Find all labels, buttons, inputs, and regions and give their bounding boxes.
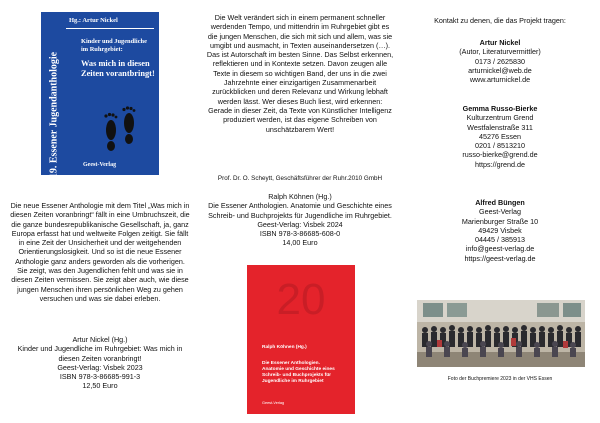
detail-editor: Ralph Köhnen (Hg.) bbox=[268, 192, 332, 201]
detail-editor: Artur Nickel (Hg.) bbox=[72, 335, 128, 344]
detail-publisher: Geest-Verlag: Visbek 2024 bbox=[257, 219, 343, 229]
book-number: 20 bbox=[276, 275, 326, 324]
contact-name: Artur Nickel bbox=[479, 38, 521, 47]
book-editor: Ralph Köhnen (Hg.) bbox=[262, 345, 307, 350]
detail-price: 14,00 Euro bbox=[282, 238, 318, 248]
detail-publisher: Geest-Verlag: Visbek 2023 bbox=[57, 362, 143, 372]
quote-attribution: Prof. Dr. O. Scheytt, Geschäftsführer der Ruhr.2010 GmbH bbox=[217, 175, 383, 182]
detail-title: Kinder und Jugendliche im Ruhrgebiet: Was mich in diesen Zeiten voranbringt! bbox=[17, 344, 183, 363]
group-photo bbox=[417, 300, 585, 367]
book-details bbox=[10, 335, 190, 391]
book-subtitle: Kinder und Jugendliche im Ruhrgebiet: bbox=[81, 38, 147, 53]
contact-organization: Kulturzentrum Grend bbox=[466, 113, 534, 123]
book-cover-blue bbox=[41, 12, 159, 178]
book-description: Die neue Essener Anthologie mit dem Titel „Was mich in diesen Zeiten voranbringt“ fällt in eine Umbruchszeit, die die ganze bundesrepublikanische Gesellschaft, ja, ganz Europa erfasst hat und weltweite Folgen zeitigt. Sie fällt in eine Zeit der Unsicherheit und der weitgehenden Orientierungslosigkeit. Und so ist die neue Essener Anthologie ganz anders geworden als die vorherigen. Sie zeigt, was den Jugendlichen fehlt und was sie in diesen Zeiten vermissen. Sie zeigt aber auch, wie diese jungen Menschen ihren persönlichen Weg zu gehen versuchen und was sie dabei erleben. bbox=[10, 201, 190, 303]
book-details bbox=[208, 192, 392, 248]
detail-isbn: ISBN 978-3-86685-991-3 bbox=[59, 372, 141, 382]
book-spine-title: 19. Essener Jugendanthologie bbox=[48, 51, 60, 178]
contact-email[interactable]: russo-bierke@grend.de bbox=[462, 150, 538, 160]
book-title: Die Essener Anthologien. Anatomie und Geschichte eines Schreib- und Buchprojekts für Jugendliche im Ruhrgebiet bbox=[262, 361, 335, 384]
contact-name: Gemma Russo-Bierke bbox=[462, 104, 538, 113]
contact-website[interactable]: https://geest-verlag.de bbox=[464, 253, 536, 263]
book-title: Was mich in diesen Zeiten vorantbringt! bbox=[81, 59, 155, 78]
contact-name: Alfred Büngen bbox=[475, 198, 525, 207]
contact-phone: 0201 / 8513210 bbox=[475, 141, 525, 151]
contact-website[interactable]: www.arturnickel.de bbox=[469, 75, 531, 85]
contact-phone: 04445 / 385913 bbox=[475, 235, 525, 245]
book-cover-red bbox=[247, 265, 355, 414]
contact-street: Westfalenstraße 311 bbox=[467, 122, 533, 132]
quote-text: Die Welt verändert sich in einem permanent schneller werdenden Tempo, und mittendrin im Ruhrgebiet gibt es die jungen Menschen, die sich mit sich und allem, was sie umgibt und ausmacht, in Texten auseinandersetzen (…). Das ist Autorschaft im besten Sinne. Das Selbst erkennen, reflektieren und in Kontexte setzen. Davon zeugen alle Texte in diesem so wichtigen Band, der uns in die zwei Jahrzehnte einer einzigartigen Zusammenarbeit zurückblicken und deren Relevanz und Wirkung lebhaft werden lässt. Wer dieses Buch liest, wird erkennen: Gerade in dieser Zeit, da Texte von Künstlicher Intelligenz produziert werden, ist das eigene Schreiben von unschätzbarem Wert! bbox=[206, 13, 394, 134]
book-publisher: Geest-Verlag bbox=[262, 401, 285, 405]
footprints-icon bbox=[101, 105, 141, 157]
contact-heading: Kontakt zu denen, die das Projekt tragen: bbox=[434, 16, 566, 25]
book-editor: Hg.: Artur Nickel bbox=[69, 17, 118, 24]
contact-city: 45276 Essen bbox=[479, 131, 521, 141]
book-publisher: Geest-Verlag bbox=[83, 162, 117, 168]
detail-price: 12,50 Euro bbox=[82, 381, 118, 391]
book-spine bbox=[46, 51, 62, 178]
group-photo-image bbox=[417, 300, 585, 367]
contact-phone: 0173 / 2625830 bbox=[475, 56, 525, 66]
contact-city: 49429 Visbek bbox=[478, 225, 522, 235]
contact-organization: Geest-Verlag bbox=[479, 207, 521, 217]
detail-title: Die Essener Anthologien. Anatomie und Geschichte eines Schreib- und Buchprojekts für Jugendliche im Ruhrgebiet. bbox=[208, 201, 392, 220]
contact-card bbox=[400, 104, 600, 169]
detail-isbn: ISBN 978-3-86685-608-0 bbox=[259, 229, 341, 239]
contact-email[interactable]: arturnickel@web.de bbox=[468, 65, 532, 75]
contact-street: Marienburger Straße 10 bbox=[461, 216, 539, 226]
column-left bbox=[0, 0, 200, 423]
contact-website[interactable]: https://grend.de bbox=[475, 159, 525, 169]
contact-email[interactable]: info@geest-verlag.de bbox=[465, 244, 535, 254]
divider bbox=[66, 28, 154, 29]
contact-role: (Autor, Literaturvermittler) bbox=[459, 47, 541, 57]
contact-card bbox=[400, 38, 600, 84]
contact-card bbox=[400, 198, 600, 263]
photo-caption: Foto der Buchpremiere 2023 in der VHS Essen bbox=[447, 376, 553, 382]
